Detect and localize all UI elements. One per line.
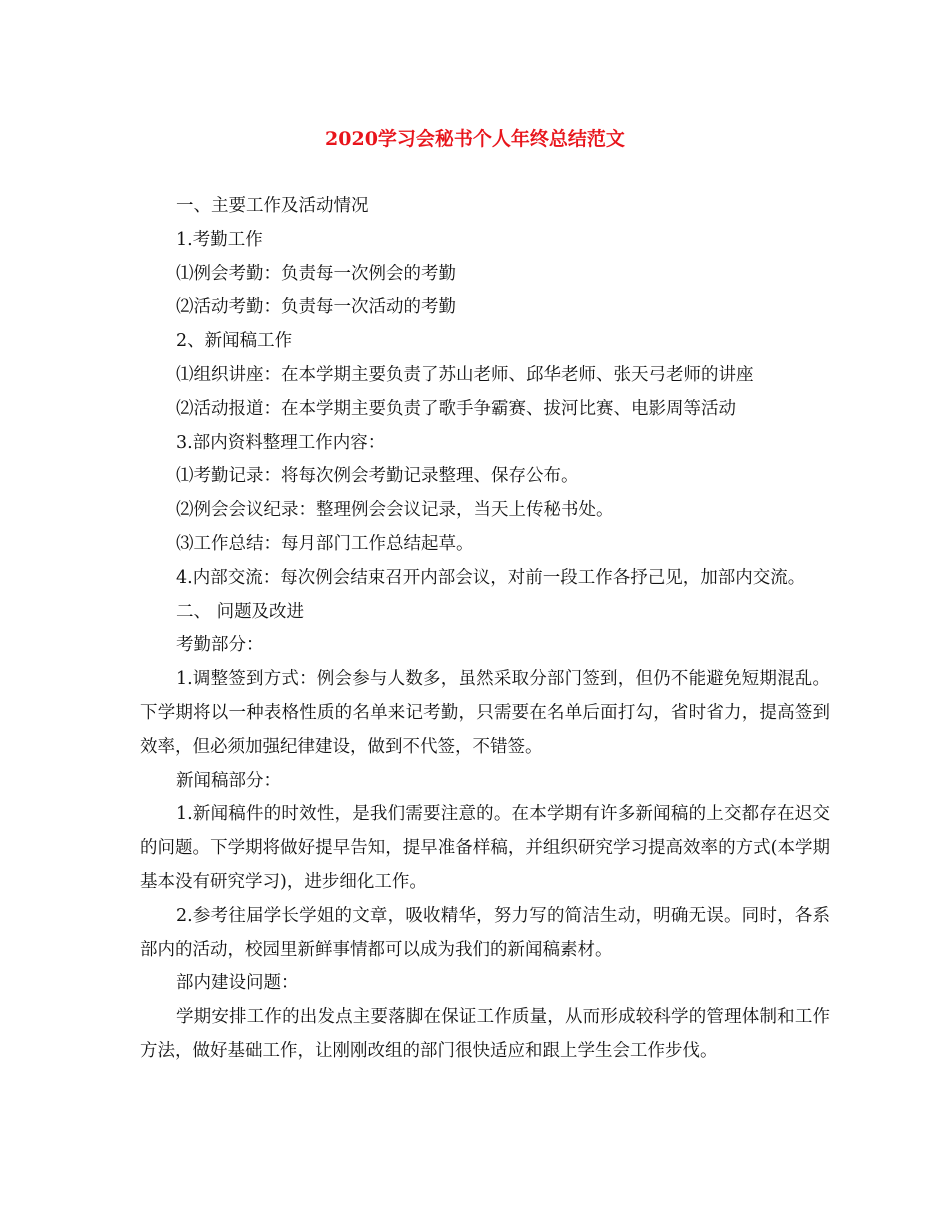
subsection-heading: 考勤部分： [176,635,264,656]
list-item: ⑵例会会议纪录：整理例会会议记录，当天上传秘书处。 [176,500,614,521]
paragraph: 学期安排工作的出发点主要落脚在保证工作质量，从而形成较科学的管理体制和工作方法，做好基础工作，让刚刚改组的部门很快适应和跟上学生会工作步伐。 [140,1007,830,1061]
section-heading: 一、主要工作及活动情况 [176,196,369,216]
paragraph: 2.参考往届学长学姐的文章，吸收精华，努力写的简洁生动，明确无误。同时，各系部内的活动，校园里新鲜事情都可以成为我们的新闻稿素材。 [140,905,830,960]
subsection-heading: 3.部内资料整理工作内容： [176,432,386,453]
section-heading: 二、 问题及改进 [176,601,305,622]
subsection-heading: 新闻稿部分： [176,770,281,791]
list-item: ⑵活动考勤：负责每一次活动的考勤 [176,297,456,318]
list-item: ⑴组织讲座：在本学期主要负责了苏山老师、邱华老师、张天弓老师的讲座 [176,364,754,385]
document-title: 2020学习会秘书个人年终总结范文 [325,128,625,150]
document-body [140,190,830,1069]
subsection-heading: 1.考勤工作 [176,229,263,250]
paragraph: 1.调整签到方式：例会参与人数多，虽然采取分部门签到，但仍不能避免短期混乱。下学期将以一种表格性质的名单来记考勤，只需要在名单后面打勾，省时省力，提高签到效率，但必须加强纪律建设，做到不代签，不错签。 [140,669,830,757]
list-item: ⑶工作总结：每月部门工作总结起草。 [176,533,474,554]
list-item: ⑴例会考勤：负责每一次例会的考勤 [176,263,456,284]
list-item: ⑴考勤记录：将每次例会考勤记录整理、保存公布。 [176,466,579,487]
subsection-heading: 部内建设问题： [176,973,299,994]
paragraph: 1.新闻稿件的时效性，是我们需要注意的。在本学期有许多新闻稿的上交都存在迟交的问题。下学期将做好提早告知，提早准备样稿，并组织研究学习提高效率的方式(本学期基本没有研究学习)，进步细化工作。 [140,804,830,892]
list-item: ⑵活动报道：在本学期主要负责了歌手争霸赛、拔河比赛、电影周等活动 [176,398,736,419]
subsection-heading: 2、新闻稿工作 [176,331,293,352]
paragraph: 4.内部交流：每次例会结束召开内部会议，对前一段工作各抒己见，加部内交流。 [176,567,806,588]
